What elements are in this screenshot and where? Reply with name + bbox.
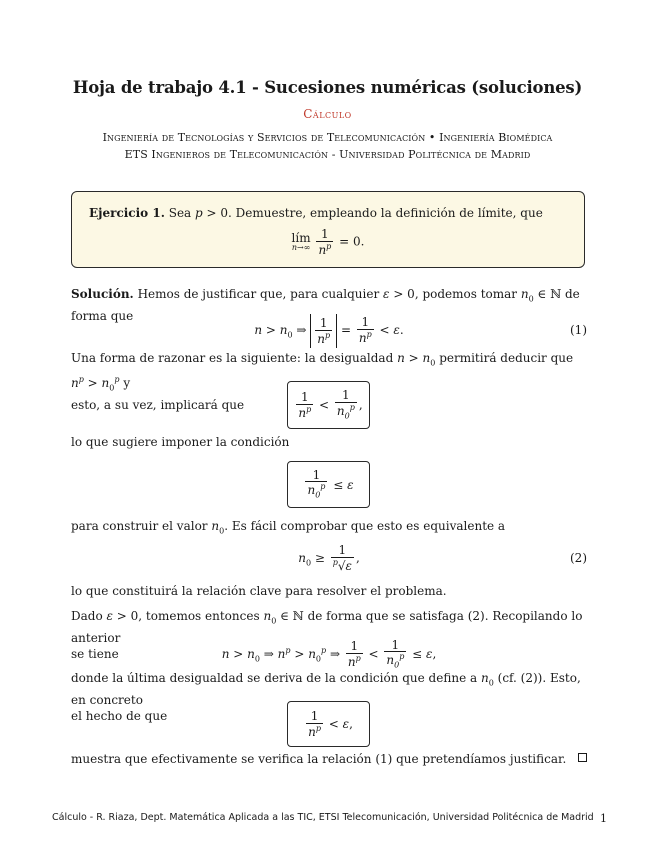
exercise-text-b: Demuestre, empleando la definición de límite, que xyxy=(235,206,543,220)
paragraph-2: Una forma de razonar es la siguiente: la desigualdad $n > n_0$ permitirá deducir que $n^p > n_0^p$ y esto, a su vez, implicará que xyxy=(71,351,574,412)
paragraph-5: lo que constituirá la relación clave para resolver el problema. xyxy=(71,584,447,598)
solution-intro-a: Hemos de justificar que, para cualquier xyxy=(137,287,380,301)
p7-c: el hecho de que xyxy=(71,709,168,724)
p6-b: tomemos entonces xyxy=(145,609,260,623)
footer-text: Cálculo - R. Riaza, Dept. Matemática Aplicada a las TIC, ETSI Telecomunicación, Universidad Politécnica de Madrid xyxy=(52,812,594,823)
boxed-condition: $\frac{1}{n_0^p}$ ≤ ε xyxy=(287,461,370,508)
p7-b: (cf. (2)). Esto, en concreto xyxy=(71,671,581,707)
solution-intro-b: podemos tomar xyxy=(422,287,518,301)
exercise-text-a: Sea xyxy=(168,206,192,220)
paragraph-6: Dado ε > 0, tomemos entonces $n_0$ ∈ ℕ de forma que se satisfaga (2). Recopilando lo anterior se tiene xyxy=(71,609,583,662)
p6-a: Dado xyxy=(71,609,103,623)
paragraph-7: donde la última desigualdad se deriva de la condición que define a $n_0$ (cf. (2)). Esto, en concreto el hecho de que xyxy=(71,671,581,724)
p7-a: donde la última desigualdad se deriva de la condición que define a xyxy=(71,671,478,685)
solution-label: Solución. xyxy=(71,287,134,301)
paragraph-8: muestra que efectivamente se verifica la relación (1) que pretendíamos justificar. xyxy=(71,752,567,766)
paragraph-3: lo que sugiere imponer la condición xyxy=(71,435,290,449)
p2-a: Una forma de razonar es la siguiente: la desigualdad xyxy=(71,351,394,365)
footer xyxy=(52,812,607,823)
equation-chain: $n > n_0$ ⇒ $n^p > n_0^p$ ⇒ $\frac{1}{n^p}$ < $\frac{1}{n_0^p}$ ≤ ε, xyxy=(221,637,437,670)
solution-intro-c: de forma que xyxy=(71,287,580,323)
exercise-statement: Ejercicio 1. Sea p > 0. Demuestre, empleando la definición de límite, que xyxy=(89,206,543,220)
paragraph-4: para construir el valor $n_0$. Es fácil comprobar que esto es equivalente a xyxy=(71,519,506,536)
affiliation-line-1: Ingeniería de Tecnologías y Servicios de Telecomunicación • Ingeniería Biomédica xyxy=(102,131,553,144)
boxed-inequality-1: $\frac{1}{n^p}$ < $\frac{1}{n_0^p}$ , xyxy=(287,381,370,429)
p6-d: se tiene xyxy=(71,647,119,662)
equation-1-number: (1) xyxy=(570,323,587,337)
exercise-formula: lím n→∞ $\frac{1}{n^p}$ = 0. xyxy=(291,227,365,257)
page-title: Hoja de trabajo 4.1 - Sucesiones numéricas (soluciones) xyxy=(72,78,583,97)
subject-label: Cálculo xyxy=(303,107,352,121)
lim-subscript: n→∞ xyxy=(291,242,311,252)
exercise-box xyxy=(71,191,585,268)
p2-d: esto, a su vez, implicará que xyxy=(71,397,245,412)
qed-square-icon xyxy=(578,753,587,762)
equation-2: $n_0$ ≥ $\frac{1}{^p√\varepsilon}$ , (2) xyxy=(298,543,587,573)
formula-rhs: = 0. xyxy=(339,234,365,249)
p2-c: y xyxy=(123,375,131,390)
p4-b: . Es fácil comprobar que esto es equivalente a xyxy=(224,519,506,533)
equation-1: $n > n_0$ ⇒ $\frac{1}{n^p}$ = $\frac{1}{n^p}$ < ε. (1) xyxy=(254,315,587,346)
boxed-inequality-2: $\frac{1}{n^p}$ < ε , xyxy=(287,701,370,747)
p6-c: de forma que se satisfaga (2). Recopilando lo anterior xyxy=(71,609,583,645)
equation-2-number: (2) xyxy=(570,551,587,565)
affiliation-line-2: ETS Ingenieros de Telecomunicación - Universidad Politécnica de Madrid xyxy=(124,148,531,161)
p2-b: permitirá deducir que xyxy=(439,351,574,365)
exercise-label: Ejercicio 1. xyxy=(89,206,165,220)
lim-operator: lím xyxy=(291,230,311,245)
p4-a: para construir el valor xyxy=(71,519,208,533)
page-number: 1 xyxy=(600,812,607,825)
solution-intro: Solución. Hemos de justificar que, para cualquier ε > 0, podemos tomar $n_0$ ∈ ℕ de forma que xyxy=(71,287,580,323)
